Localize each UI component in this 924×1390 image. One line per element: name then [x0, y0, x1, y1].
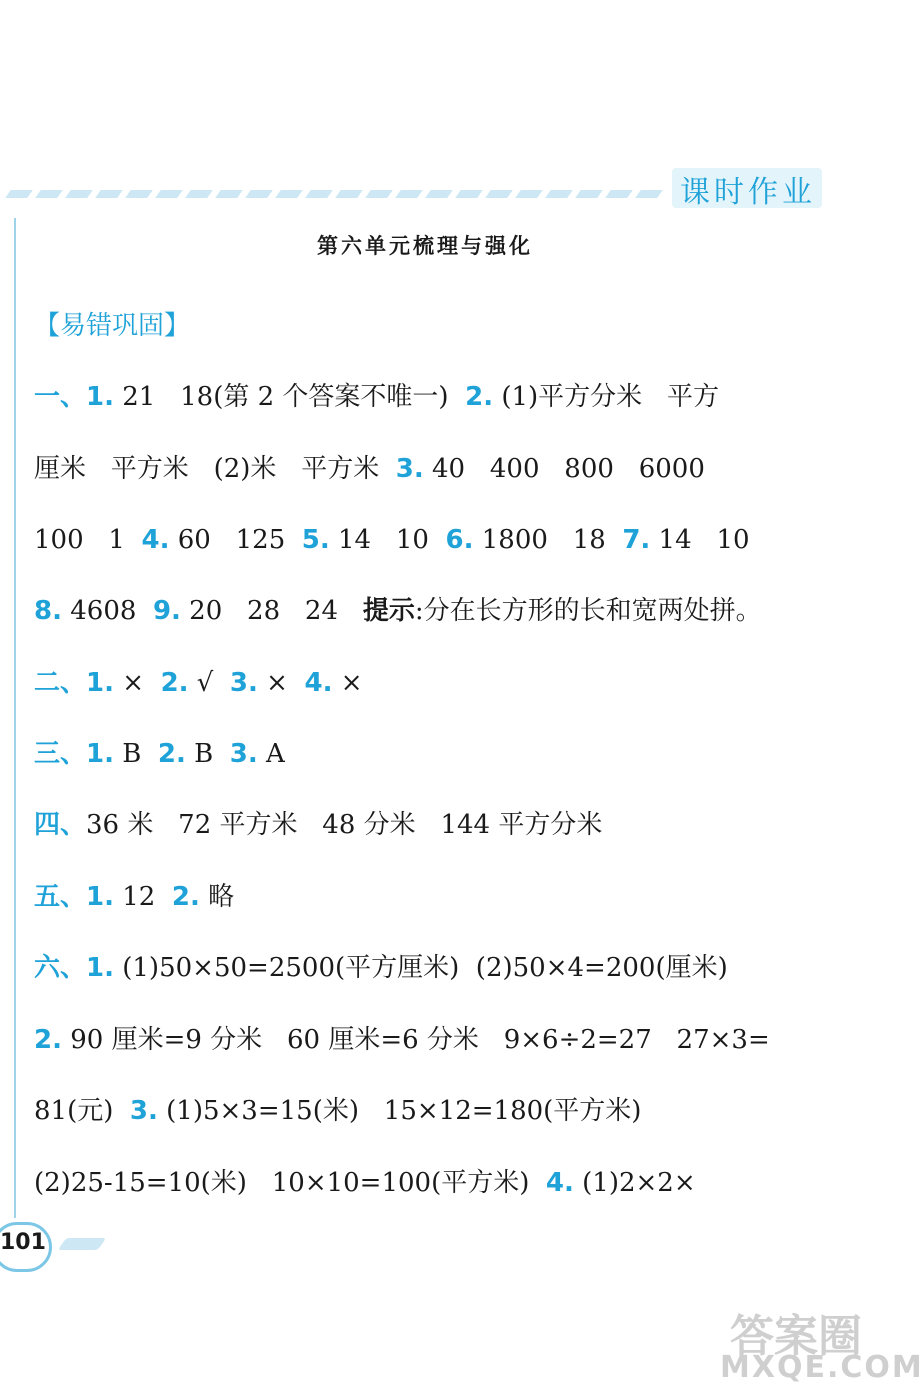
answer-text: 40 400 800 6000	[423, 454, 705, 484]
answer-line	[34, 737, 834, 771]
watermark-sub: MXQE.COM	[720, 1350, 924, 1385]
answer-line	[34, 1166, 834, 1200]
question-number: 五、	[34, 882, 87, 912]
answer-line	[34, 880, 834, 914]
question-number: 7.	[622, 525, 651, 555]
header-dash	[275, 190, 303, 198]
answer-text: 100 1	[34, 525, 142, 555]
answer-text: 36 米 72 平方米 48 分米 144 平方分米	[86, 810, 603, 840]
page-number-swoosh	[58, 1238, 106, 1250]
header-dash	[545, 190, 573, 198]
question-number: 8.	[34, 596, 62, 626]
answer-text: (1)平方分米 平方	[493, 382, 719, 412]
question-number: 2.	[465, 382, 494, 412]
header-dash	[485, 190, 513, 198]
answer-text: ×	[113, 668, 161, 698]
question-number: 1.	[86, 382, 114, 412]
answer-text: (2)25-15=10(米) 10×10=100(平方米)	[34, 1168, 546, 1198]
answer-text: 60 125	[169, 525, 302, 555]
header-dash	[5, 190, 33, 198]
header-dash	[635, 190, 663, 198]
answer-text: √	[188, 668, 230, 698]
header-dash	[335, 190, 363, 198]
answer-text: 12	[113, 882, 172, 912]
question-number: 3.	[395, 454, 424, 484]
answer-line	[34, 951, 834, 985]
answer-text: ×	[332, 668, 363, 698]
answer-text: 14 10	[650, 525, 750, 555]
section-title: 【易错巩固】	[34, 311, 191, 341]
answer-text: 1800 18	[473, 525, 623, 555]
header-dash	[215, 190, 243, 198]
answer-text: A	[257, 739, 285, 769]
question-number: 1.	[86, 739, 114, 769]
question-number: 5.	[301, 525, 330, 555]
header-dash	[305, 190, 333, 198]
header-dash	[65, 190, 93, 198]
answer-line	[34, 523, 834, 557]
answer-text: :分在长方形的长和宽两处拼。	[414, 596, 762, 626]
question-number: 1.	[86, 882, 114, 912]
answer-text: 90 厘米=9 分米 60 厘米=6 分米 9×6÷2=27 27×3=	[61, 1025, 770, 1055]
watermark-logo	[720, 1300, 924, 1388]
question-number: 2.	[171, 882, 200, 912]
header-dash	[185, 190, 213, 198]
page-number: 101	[0, 1230, 46, 1255]
question-number: 3.	[129, 1096, 158, 1126]
question-number: 2.	[157, 739, 186, 769]
header-dash	[605, 190, 633, 198]
header-dash	[515, 190, 543, 198]
answer-text: (1)2×2×	[573, 1168, 696, 1198]
header-dash	[575, 190, 603, 198]
header-dash	[95, 190, 123, 198]
question-number: 三、	[34, 739, 87, 769]
answer-text: (1)5×3=15(米) 15×12=180(平方米)	[157, 1096, 642, 1126]
answer-text: ×	[257, 668, 305, 698]
answer-line	[34, 594, 834, 628]
question-number: 二、	[34, 668, 87, 698]
header-dash	[425, 190, 453, 198]
answer-text: 略	[199, 882, 235, 912]
header-dash	[125, 190, 153, 198]
answer-text: 21 18(第 2 个答案不唯一)	[113, 382, 466, 412]
question-number: 四、	[34, 810, 87, 840]
watermark-main: 答案圈	[730, 1311, 862, 1362]
question-number: 4.	[141, 525, 170, 555]
header-dash	[155, 190, 183, 198]
header-tag: 课时作业	[680, 175, 816, 210]
question-number: 9.	[152, 596, 181, 626]
question-number: 2.	[34, 1025, 62, 1055]
answer-text: 4608	[61, 596, 153, 626]
question-number: 4.	[545, 1168, 574, 1198]
question-number: 1.	[86, 668, 114, 698]
question-number: 3.	[229, 739, 258, 769]
answer-line	[34, 452, 834, 486]
header-dash	[395, 190, 423, 198]
left-margin-rule	[14, 218, 16, 1218]
answer-text: 81(元)	[34, 1096, 130, 1126]
answer-text: (1)50×50=2500(平方厘米) (2)50×4=200(厘米)	[113, 953, 728, 983]
question-number: 3.	[229, 668, 258, 698]
answer-text: 20 28 24	[180, 596, 363, 626]
answer-text: B	[185, 739, 230, 769]
answer-text: 厘米 平方米 (2)米 平方米	[34, 454, 396, 484]
answer-line	[34, 808, 834, 842]
question-number: 1.	[86, 953, 114, 983]
question-number: 2.	[160, 668, 189, 698]
page-title: 第六单元梳理与强化	[317, 234, 533, 258]
answer-line	[34, 666, 834, 700]
header-dash	[455, 190, 483, 198]
answer-line	[34, 380, 834, 414]
question-number: 4.	[304, 668, 333, 698]
header-dash	[245, 190, 273, 198]
answer-line	[34, 1094, 834, 1128]
question-number: 六、	[34, 953, 87, 983]
header-dash	[365, 190, 393, 198]
answer-text: 14 10	[329, 525, 446, 555]
question-number: 一、	[34, 382, 87, 412]
hint-label: 提示	[362, 596, 415, 626]
header-dash	[35, 190, 63, 198]
answer-line	[34, 1023, 834, 1057]
question-number: 6.	[445, 525, 474, 555]
answer-text: B	[113, 739, 158, 769]
